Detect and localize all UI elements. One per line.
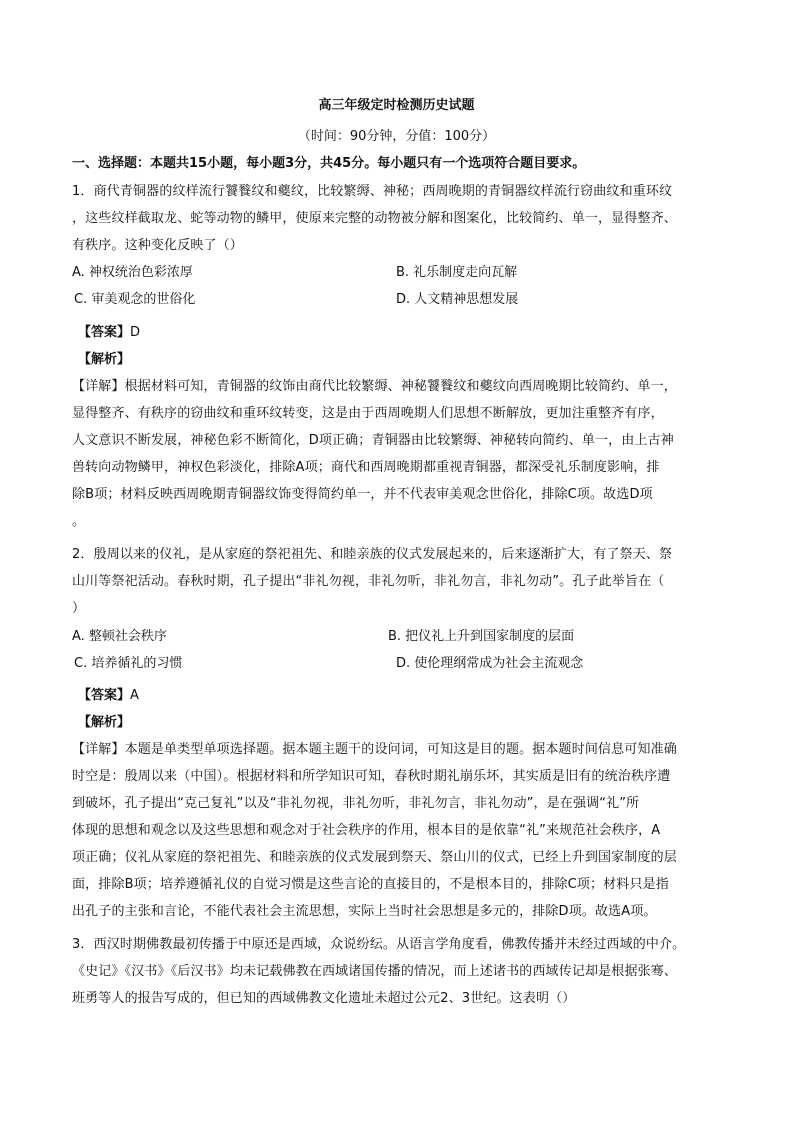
exam-subtitle: （时间：90分钟，分值：100分）: [297, 129, 496, 144]
q1-detail-line-1: 【详解】根据材料可知，青铜器的纹饰由商代比较繁缛、神秘饕餮纹和夔纹向西周晚期比较简约、单一，: [72, 379, 677, 394]
q2-answer-label: 【答案】: [78, 688, 131, 703]
q3-stem-line-3: 班勇等人的报告写成的，但已知的西域佛教文化遗址未超过公元2、3世纪。这表明（）: [72, 991, 576, 1006]
q1-option-a: A. 神权统治色彩浓厚: [72, 265, 193, 280]
q1-answer-value: D: [130, 325, 141, 340]
q2-detail-line-5: 项正确；仪礼从家庭的祭祀祖先、和睦亲族的仪式发展到祭天、祭山川的仪式，已经上升到国家制度的层: [72, 850, 677, 865]
q1-detail-line-4: 兽转向动物鳞甲，神权色彩淡化，排除A项；商代和西周晚期都重视青铜器，都深受礼乐制度影响，排: [72, 460, 660, 475]
q2-analysis-label: 【解析】: [78, 715, 131, 730]
q1-answer: [78, 324, 140, 342]
q2-stem-line-3: ）: [72, 601, 86, 616]
q1-answer-label: 【答案】: [78, 325, 131, 340]
q2-stem-line-1: 2．殷周以来的仪礼，是从家庭的祭祀祖先、和睦亲族的仪式发展起来的，后来逐渐扩大，有了祭天、祭: [72, 547, 673, 562]
q1-option-b: B. 礼乐制度走向瓦解: [396, 265, 518, 280]
q3-stem-line-1: 3．西汉时期佛教最初传播于中原还是西域，众说纷纭。从语言学角度看，佛教传播并未经过西域的中介。: [72, 937, 686, 952]
q2-detail-line-3: 到破坏，孔子提出“克己复礼”以及“非礼勿视，非礼勿听，非礼勿言，非礼勿动”，是在强调“礼”所: [72, 796, 640, 811]
q1-stem-line-2: ，这些纹样截取龙、蛇等动物的鳞甲，使原来完整的动物被分解和图案化，比较简约、单一，显得整齐、: [72, 211, 677, 226]
q1-stem-line-1: 1．商代青铜器的纹样流行饕餮纹和夔纹，比较繁缛、神秘；西周晚期的青铜器纹样流行窃曲纹和重环纹: [72, 184, 673, 199]
q2-answer: [78, 687, 139, 705]
q1-option-c: C. 审美观念的世俗化: [74, 292, 196, 307]
q2-detail-line-2: 时空是：殷周以来（中国）。根据材料和所学知识可知，春秋时期礼崩乐坏，其实质是旧有的统治秩序遭: [72, 769, 671, 784]
exam-title: 高三年级定时检测历史试题: [318, 98, 475, 113]
q2-stem-line-2: 山川等祭祀活动。春秋时期，孔子提出“非礼勿视，非礼勿听，非礼勿言，非礼勿动”。孔子此举旨在（: [72, 574, 665, 589]
q2-option-b: B. 把仪礼上升到国家制度的层面: [388, 629, 575, 644]
q1-option-d: D. 人文精神思想发展: [396, 292, 519, 307]
q2-option-c: C. 培养循礼的习惯: [74, 656, 183, 671]
q2-detail-line-4: 体现的思想和观念以及这些思想和观念对于社会秩序的作用，根本目的是依靠“礼”来规范社会秩序，A: [72, 823, 661, 838]
q2-option-d: D. 使伦理纲常成为社会主流观念: [396, 656, 584, 671]
q1-detail-line-3: 人文意识不断发展，神秘色彩不断简化，D项正确；青铜器由比较繁缛、神秘转向简约、单一，由上古神: [72, 433, 674, 448]
q2-detail-line-6: 面，排除B项；培养遵循礼仪的自觉习惯是这些言论的直接目的，不是根本目的，排除C项；材料只是指: [72, 877, 669, 892]
q1-detail-line-2: 显得整齐、有秩序的窃曲纹和重环纹转变，这是由于西周晚期人们思想不断解放，更加注重整齐有序，: [72, 406, 664, 421]
q2-detail-line-7: 出孔子的主张和言论，不能代表社会主流思想，实际上当时社会思想是多元的，排除D项。故选A项。: [72, 904, 657, 919]
q1-detail-line-6: 。: [72, 514, 86, 529]
q1-stem-line-3: 有秩序。这种变化反映了（）: [72, 238, 243, 253]
section-heading: 一、选择题：本题共15小题，每小题3分，共45分。每小题只有一个选项符合题目要求。: [72, 156, 586, 171]
q2-option-a: A. 整顿社会秩序: [72, 629, 167, 644]
q3-stem-line-2: 《史记》《汉书》《后汉书》均未记载佛教在西域诸国传播的情况，而上述诸书的西域传记却是根据张骞、: [72, 964, 678, 979]
q2-answer-value: A: [130, 688, 139, 703]
q1-analysis-label: 【解析】: [78, 352, 131, 367]
q2-detail-line-1: 【详解】本题是单类型单项选择题。据本题主题干的设问词，可知这是目的题。据本题时间信息可知准确: [72, 742, 677, 757]
q1-detail-line-5: 除B项；材料反映西周晚期青铜器纹饰变得简约单一，并不代表审美观念世俗化，排除C项。故选D项: [72, 487, 653, 502]
